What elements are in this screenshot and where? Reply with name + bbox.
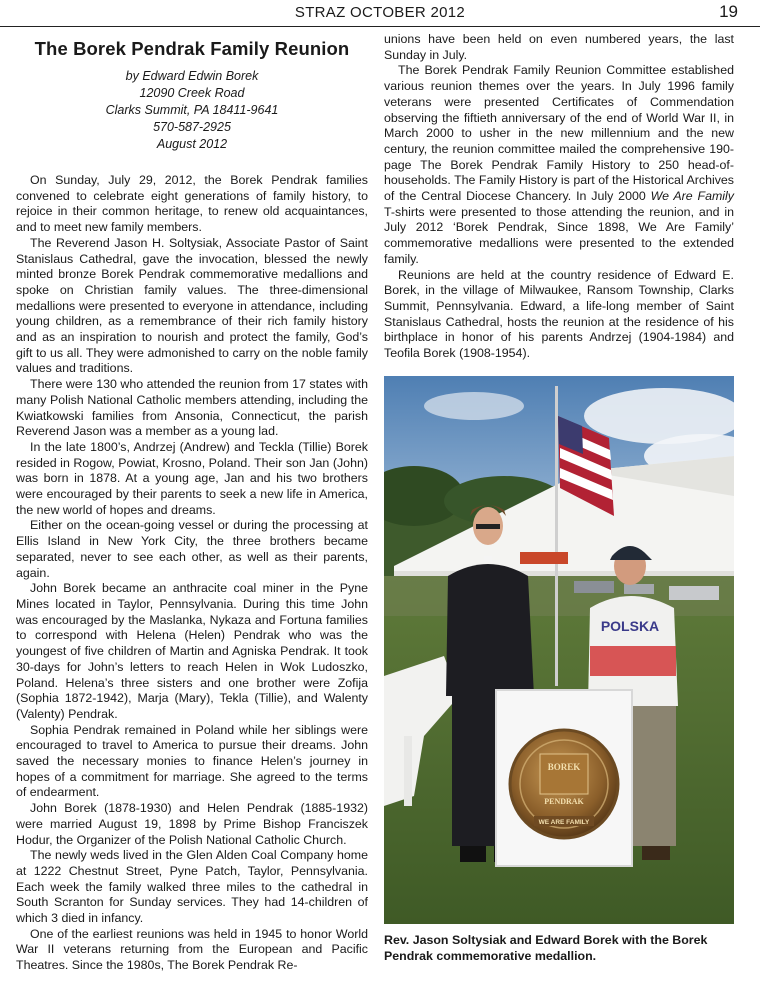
page-number: 19 xyxy=(719,2,738,21)
byline xyxy=(16,68,368,153)
medallion-name-1: BOREK xyxy=(547,761,581,772)
medallion-motto: WE ARE FAMILY xyxy=(538,818,590,826)
publication-date-header: STRAZ OCTOBER 2012 xyxy=(294,4,466,21)
paragraph: John Borek became an anthracite coal miner in the Pyne Mines located in Taylor, Pennsylvania. During this time John was encouraged by the Maslanka, Nykaza and Fortuna families to correspond with Helena (Helen) Pendrak who was the youngest of five children of Martin and Agniska Pendrak. It took 30-days for John’s letters to reach Helen in Wok Ludoszko, Poland. Helena’s three sisters and one brother were Zofija (Sophia 1872-1942), Marja (Mary), Tekla (Tillie), and Walenty (Valenty) Pendrak. xyxy=(16,581,368,721)
paragraph: The newly weds lived in the Glen Alden Coal Company home at 1222 Chestnut Street, Pyne Patch, Taylor, Pennsylvania. Each week the family walked three miles to the cathedral in South Scranton for Sunday services. They had 14-children of which 3 died in infancy. xyxy=(16,848,368,926)
paragraph: There were 130 who attended the reunion from 17 states with many Polish National Catholic members attending, including the Kwiatkowski families from Ansonia, Connecticut, the parish Reverend Jason was a member as a young lad. xyxy=(16,377,368,439)
paragraph: John Borek (1878-1930) and Helen Pendrak (1885-1932) were married August 19, 1898 by Prime Bishop Franciszek Hodur, the Organizer of the Polish National Catholic Church. xyxy=(16,801,368,847)
paragraph-continuation: unions have been held on even numbered years, the last Sunday in July. xyxy=(384,32,734,62)
paragraph-text: The Borek Pendrak Family Reunion Committee established various reunion themes over the years. In July 1996 family veterans were presented Certificates of Commendation observing the fiftieth anniversary of the end of World War II, in March 2000 to usher in the new millennium and the new century, the reunion committee mailed the comprehensive 190-page The Borek Pendrak Family History to 250 head-of-households. The Family History is part of the Historical Archives of the Central Diocese Chancery. In July 2000 xyxy=(384,63,734,204)
byline-date: August 2012 xyxy=(156,137,228,151)
byline-phone: 570-587-2925 xyxy=(153,120,231,134)
photo-caption: Rev. Jason Soltysiak and Edward Borek with the Borek Pendrak commemorative medallion. xyxy=(384,932,708,963)
byline-city: Clarks Summit, PA 18411-9641 xyxy=(105,103,279,117)
left-column xyxy=(16,32,368,974)
paragraph-text: T-shirts were presented to those attending the reunion, and in July 2012 ‘Borek Pendrak, Since 1898, We Are Family’ commemorative medallions were presented to the extended family. xyxy=(384,204,734,266)
paragraph: In the late 1800’s, Andrzej (Andrew) and Teckla (Tillie) Borek resided in Rogow, Powiat, Krosno, Poland. Their son Jan (John) was born in 1878. At a young age, Jan and his two brothers were encouraged by their parents to seek a new life in America, the new world of hopes and dreams. xyxy=(16,439,368,517)
right-body-text xyxy=(384,32,734,362)
reunion-photo xyxy=(384,376,734,924)
medallion-name-2: PENDRAK xyxy=(544,796,584,806)
tshirt-slogan: We Are Family xyxy=(650,189,734,204)
left-body-text xyxy=(16,173,368,974)
paragraph: Either on the ocean-going vessel or during the processing at Ellis Island in New York City, the three brothers became separated, never to see each other, as well as their parents, again. xyxy=(16,518,368,580)
paragraph: Sophia Pendrak remained in Poland while her siblings were encouraged to travel to America to pursue their dreams. John saved the necessary monies to finance Helen’s journey in hopes of a commitment for marriage. She agreed to the terms of endearment. xyxy=(16,722,368,800)
running-header xyxy=(0,4,760,27)
byline-author: by Edward Edwin Borek xyxy=(125,69,259,83)
paragraph: Reunions are held at the country residence of Edward E. Borek, in the village of Milwaukee, Ransom Township, Clarks Summit, Pennsylvania. Edward, a life-long member of Saint Stanislaus Cathedral, hosts the reunion at the residence of his birthplace in honor of his parents Andrzej (1904-1984) and Teofila Borek (1908-1954). xyxy=(384,267,734,361)
paragraph: One of the earliest reunions was held in 1945 to honor World War II veterans returning from the European and Pacific Theatres. Since the 1980s, The Borek Pendrak Re- xyxy=(16,926,368,973)
article-title: The Borek Pendrak Family Reunion xyxy=(34,38,350,59)
paragraph xyxy=(384,63,734,267)
paragraph: The Reverend Jason H. Soltysiak, Associate Pastor of Saint Stanislaus Cathedral, gave the invocation, blessed the newly minted bronze Borek Pendrak commemorative medallions and spoke on Christian family values. The three-dimensional medallions were presented to everyone in attendance, including young children, as a remembrance of their rich family history and as an inspiration to nourish and protect the family, God’s gift to us all. They were admonished to carry on the noble family values and traditions. xyxy=(16,235,368,376)
shirt-lettering: POLSKA xyxy=(600,617,660,634)
paragraph: On Sunday, July 29, 2012, the Borek Pendrak families convened to celebrate eight generations of family history, to rejoice in their common heritage, to renew old acquaintances, and to meet new family members. xyxy=(16,173,368,235)
byline-street: 12090 Creek Road xyxy=(139,86,245,100)
right-column xyxy=(384,32,734,964)
